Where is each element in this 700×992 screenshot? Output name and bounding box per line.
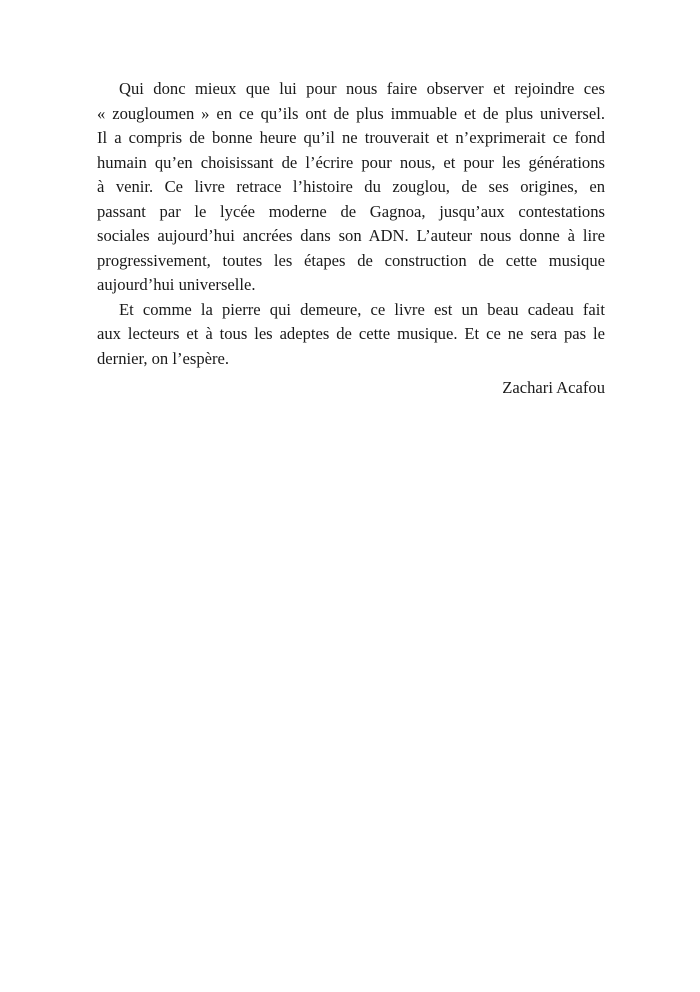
- text-line: humain qu’en choisissant de l’écrire pour nous, et pour les générations: [97, 152, 605, 172]
- text-line: Il a compris de bonne heure qu’il ne trouverait et n’exprimerait ce fond: [97, 128, 605, 147]
- text-line: progressivement, toutes les étapes de construction de cette musique: [97, 250, 605, 270]
- author-signature: Zachari Acafou: [502, 378, 605, 397]
- text-line: dernier, on l’espère.: [97, 348, 230, 368]
- text-line: à venir. Ce livre retrace l’histoire du zouglou, de ses origines, en: [97, 177, 605, 196]
- paragraph-1: [97, 77, 605, 298]
- paragraph-2: [97, 298, 605, 372]
- text-line: aujourd’hui universelle.: [97, 275, 256, 294]
- text-line: Qui donc mieux que lui pour nous faire observer et rejoindre ces: [119, 79, 605, 98]
- text-line: passant par le lycée moderne de Gagnoa, jusqu’aux contestations: [97, 201, 605, 221]
- text-line: Et comme la pierre qui demeure, ce livre est un beau cadeau fait: [119, 299, 605, 319]
- body-text: [97, 77, 605, 371]
- text-line: aux lecteurs et à tous les adeptes de cette musique. Et ce ne sera pas le: [97, 324, 605, 343]
- text-line: « zougloumen » en ce qu’ils ont de plus immuable et de plus universel.: [97, 103, 605, 123]
- text-line: sociales aujourd’hui ancrées dans son ADN. L’auteur nous donne à lire: [97, 226, 605, 245]
